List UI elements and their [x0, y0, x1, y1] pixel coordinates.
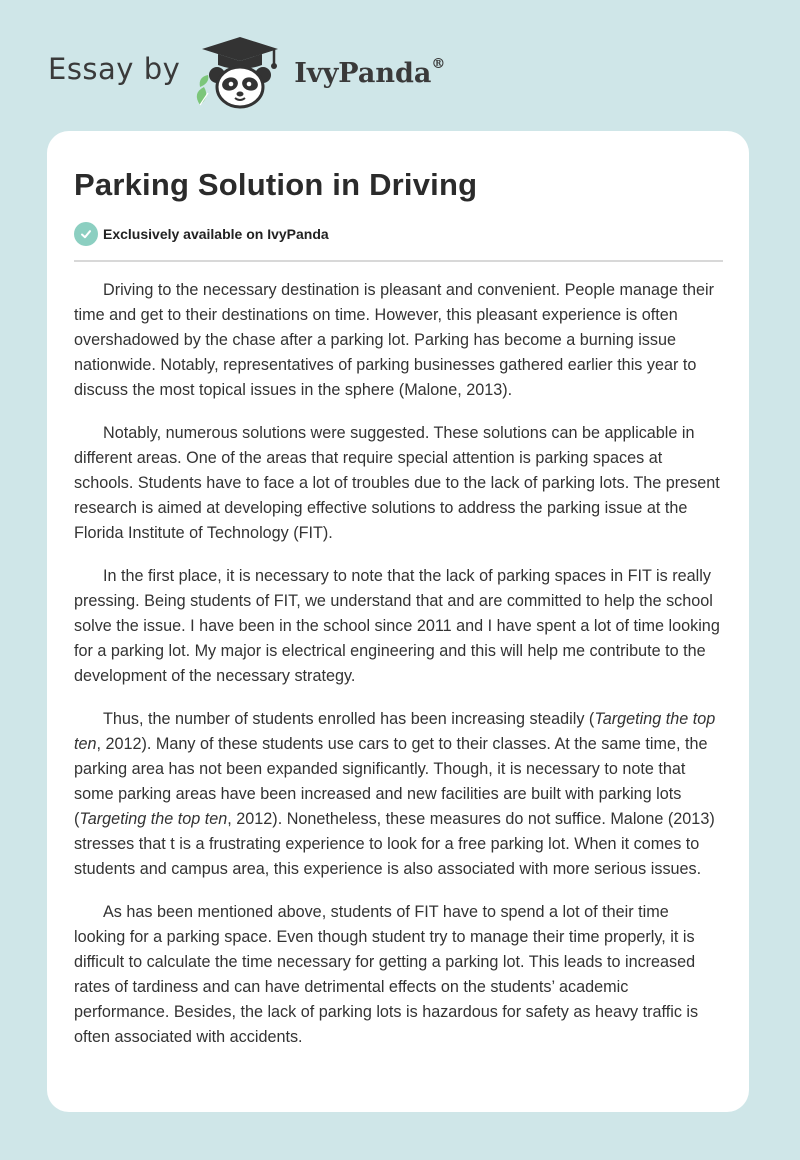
- exclusive-badge: [74, 222, 329, 246]
- paragraph-text: As has been mentioned above, students of FIT have to spend a lot of their time looking for a parking space. Even though student try to manage their time properly, it is difficult to calculate the time necessary for getting a parking lot. This leads to increased rates of tardiness and can have detrimental effects on the students’ academic performance. Besides, the lack of parking lots is hazardous for safety as heavy traffic is often associated with accidents.: [74, 903, 699, 1046]
- paragraph: [74, 900, 724, 1050]
- paragraph-text: , 2012). Many of these students use cars to get to their classes. At the same time, the parking area has not been expanded significantly. Though, it is necessary to note that some parking areas have been increased and new facilities are built with parking lots (: [74, 735, 708, 828]
- paragraph-text: Driving to the necessary destination is pleasant and convenient. People manage their time and get to their destinations on time. However, this pleasant experience is often overshadowed by the chase after a parking lot. Parking has become a burning issue nationwide. Notably, representatives of parking businesses gathered earlier this year to discuss the most topical issues in the sphere (Malone, 2013).: [74, 281, 715, 399]
- paragraph-text: In the first place, it is necessary to note that the lack of parking spaces in FIT is really pressing. Being students of FIT, we understand that and are committed to help the school solve the issue. I have been in the school since 2011 and I have spent a lot of time looking for a parking lot. My major is electrical engineering and this will help me contribute to the development of the necessary strategy.: [74, 567, 720, 685]
- badge-label: Exclusively available on IvyPanda: [103, 226, 329, 242]
- essay-by-label: Essay by: [48, 52, 181, 86]
- paragraph-text: , 2012). Nonetheless, these measures do not suffice. Malone (2013) stresses that t is a frustrating experience to look for a free parking lot. When it comes to students and campus area, this experience is also associated with more serious issues.: [74, 810, 715, 878]
- paragraph: [74, 564, 724, 689]
- essay-card: [47, 131, 749, 1112]
- paragraph: [74, 421, 724, 546]
- page-title: Parking Solution in Driving: [74, 167, 478, 202]
- paragraph-text: Thus, the number of students enrolled has been increasing steadily (: [103, 710, 595, 728]
- paragraph: [74, 707, 724, 882]
- panda-graduate-logo-icon: [190, 35, 288, 109]
- paragraph: [74, 278, 724, 403]
- brand-header: [48, 36, 445, 108]
- citation-title: Targeting the top ten: [79, 810, 228, 828]
- paragraph-text: Notably, numerous solutions were suggested. These solutions can be applicable in different areas. One of the areas that require special attention is parking spaces at schools. Students have to face a lot of troubles due to the lack of parking lots. The present research is aimed at developing effective solutions to address the parking issue at the Florida Institute of Technology (FIT).: [74, 424, 720, 542]
- check-circle-icon: [74, 222, 98, 246]
- registered-mark: ®: [431, 55, 446, 72]
- citation-title: Targeting the top ten: [74, 710, 716, 753]
- essay-body: [74, 278, 724, 1068]
- divider: [74, 260, 723, 262]
- brand-name: IvyPanda®: [294, 55, 446, 89]
